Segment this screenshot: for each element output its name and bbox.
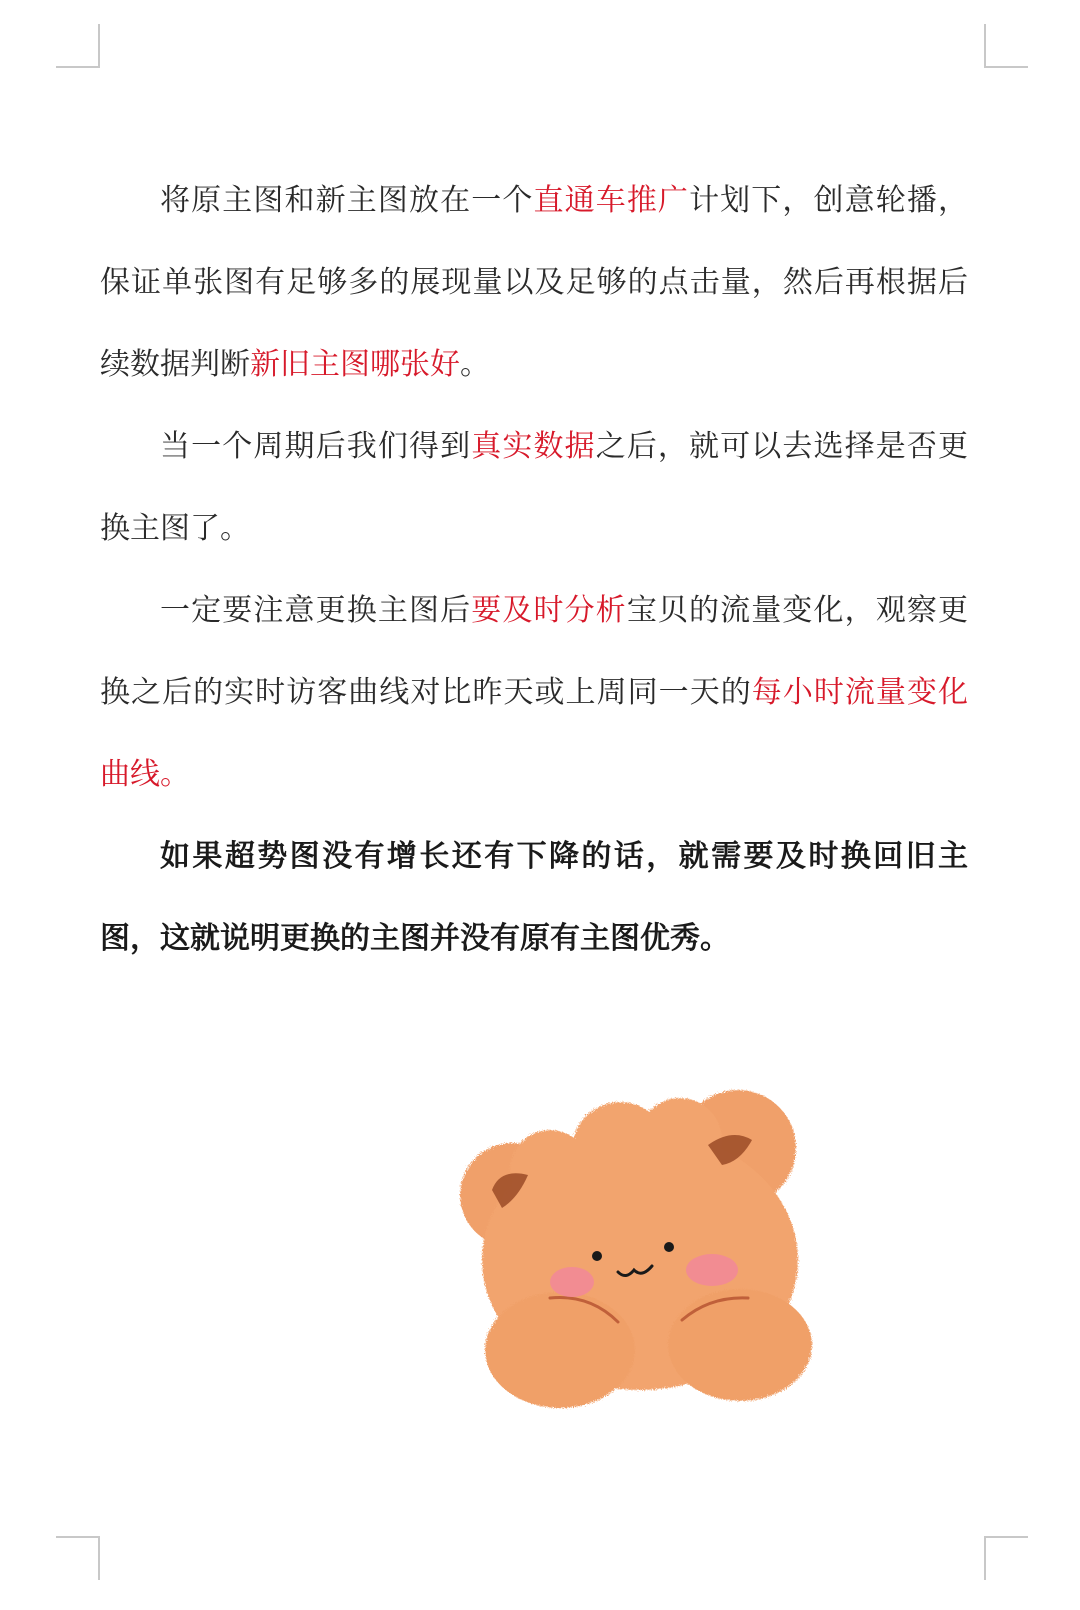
paragraph-3-text: 宝贝的流量变化，观察更换之后的实时访客曲线对比昨天或上周同一天的: [100, 593, 969, 710]
paragraph-4-text: 如果超势图没有增长还有下降的话，就需要及时换回旧主图，这就说明更换的主图并没有原有主图优秀。: [100, 839, 968, 956]
highlight-hourly-curve: 每小时流量变化曲线。: [100, 675, 969, 792]
corner-mark-top-left: [56, 24, 100, 68]
paragraph-3: [100, 570, 968, 816]
corner-mark-top-right: [984, 24, 1028, 68]
right-eye: [664, 1242, 674, 1252]
paragraph-1-text: 。: [460, 347, 490, 382]
paragraph-4-bold: [100, 816, 968, 980]
paragraph-3-text: 一定要注意更换主图后: [160, 593, 472, 628]
left-eye: [592, 1251, 602, 1261]
highlight-which-image: 新旧主图哪张好: [250, 347, 460, 382]
paragraph-1-text: 将原主图和新主图放在一个: [160, 183, 534, 218]
corner-mark-bottom-right: [984, 1536, 1028, 1580]
right-cheek: [686, 1254, 738, 1286]
highlight-through-train: 直通车推广: [533, 183, 690, 218]
paragraph-2-text: 之后，就可以去选择是否更换主图了。: [100, 429, 969, 546]
left-cheek: [550, 1267, 594, 1297]
paragraph-2: [100, 406, 968, 570]
paragraph-1-text: 计划下，创意轮播，保证单张图有足够多的展现量以及足够的点击量，然后再根据后续数据判断: [100, 183, 969, 382]
bear-body: [460, 1090, 812, 1408]
highlight-real-data: 真实数据: [471, 429, 596, 464]
document-body: [100, 160, 968, 980]
bear-illustration: [440, 1080, 820, 1420]
paragraph-2-text: 当一个周期后我们得到: [160, 429, 472, 464]
paragraph-1: [100, 160, 968, 406]
corner-mark-bottom-left: [56, 1536, 100, 1580]
highlight-analyze-promptly: 要及时分析: [471, 593, 627, 628]
